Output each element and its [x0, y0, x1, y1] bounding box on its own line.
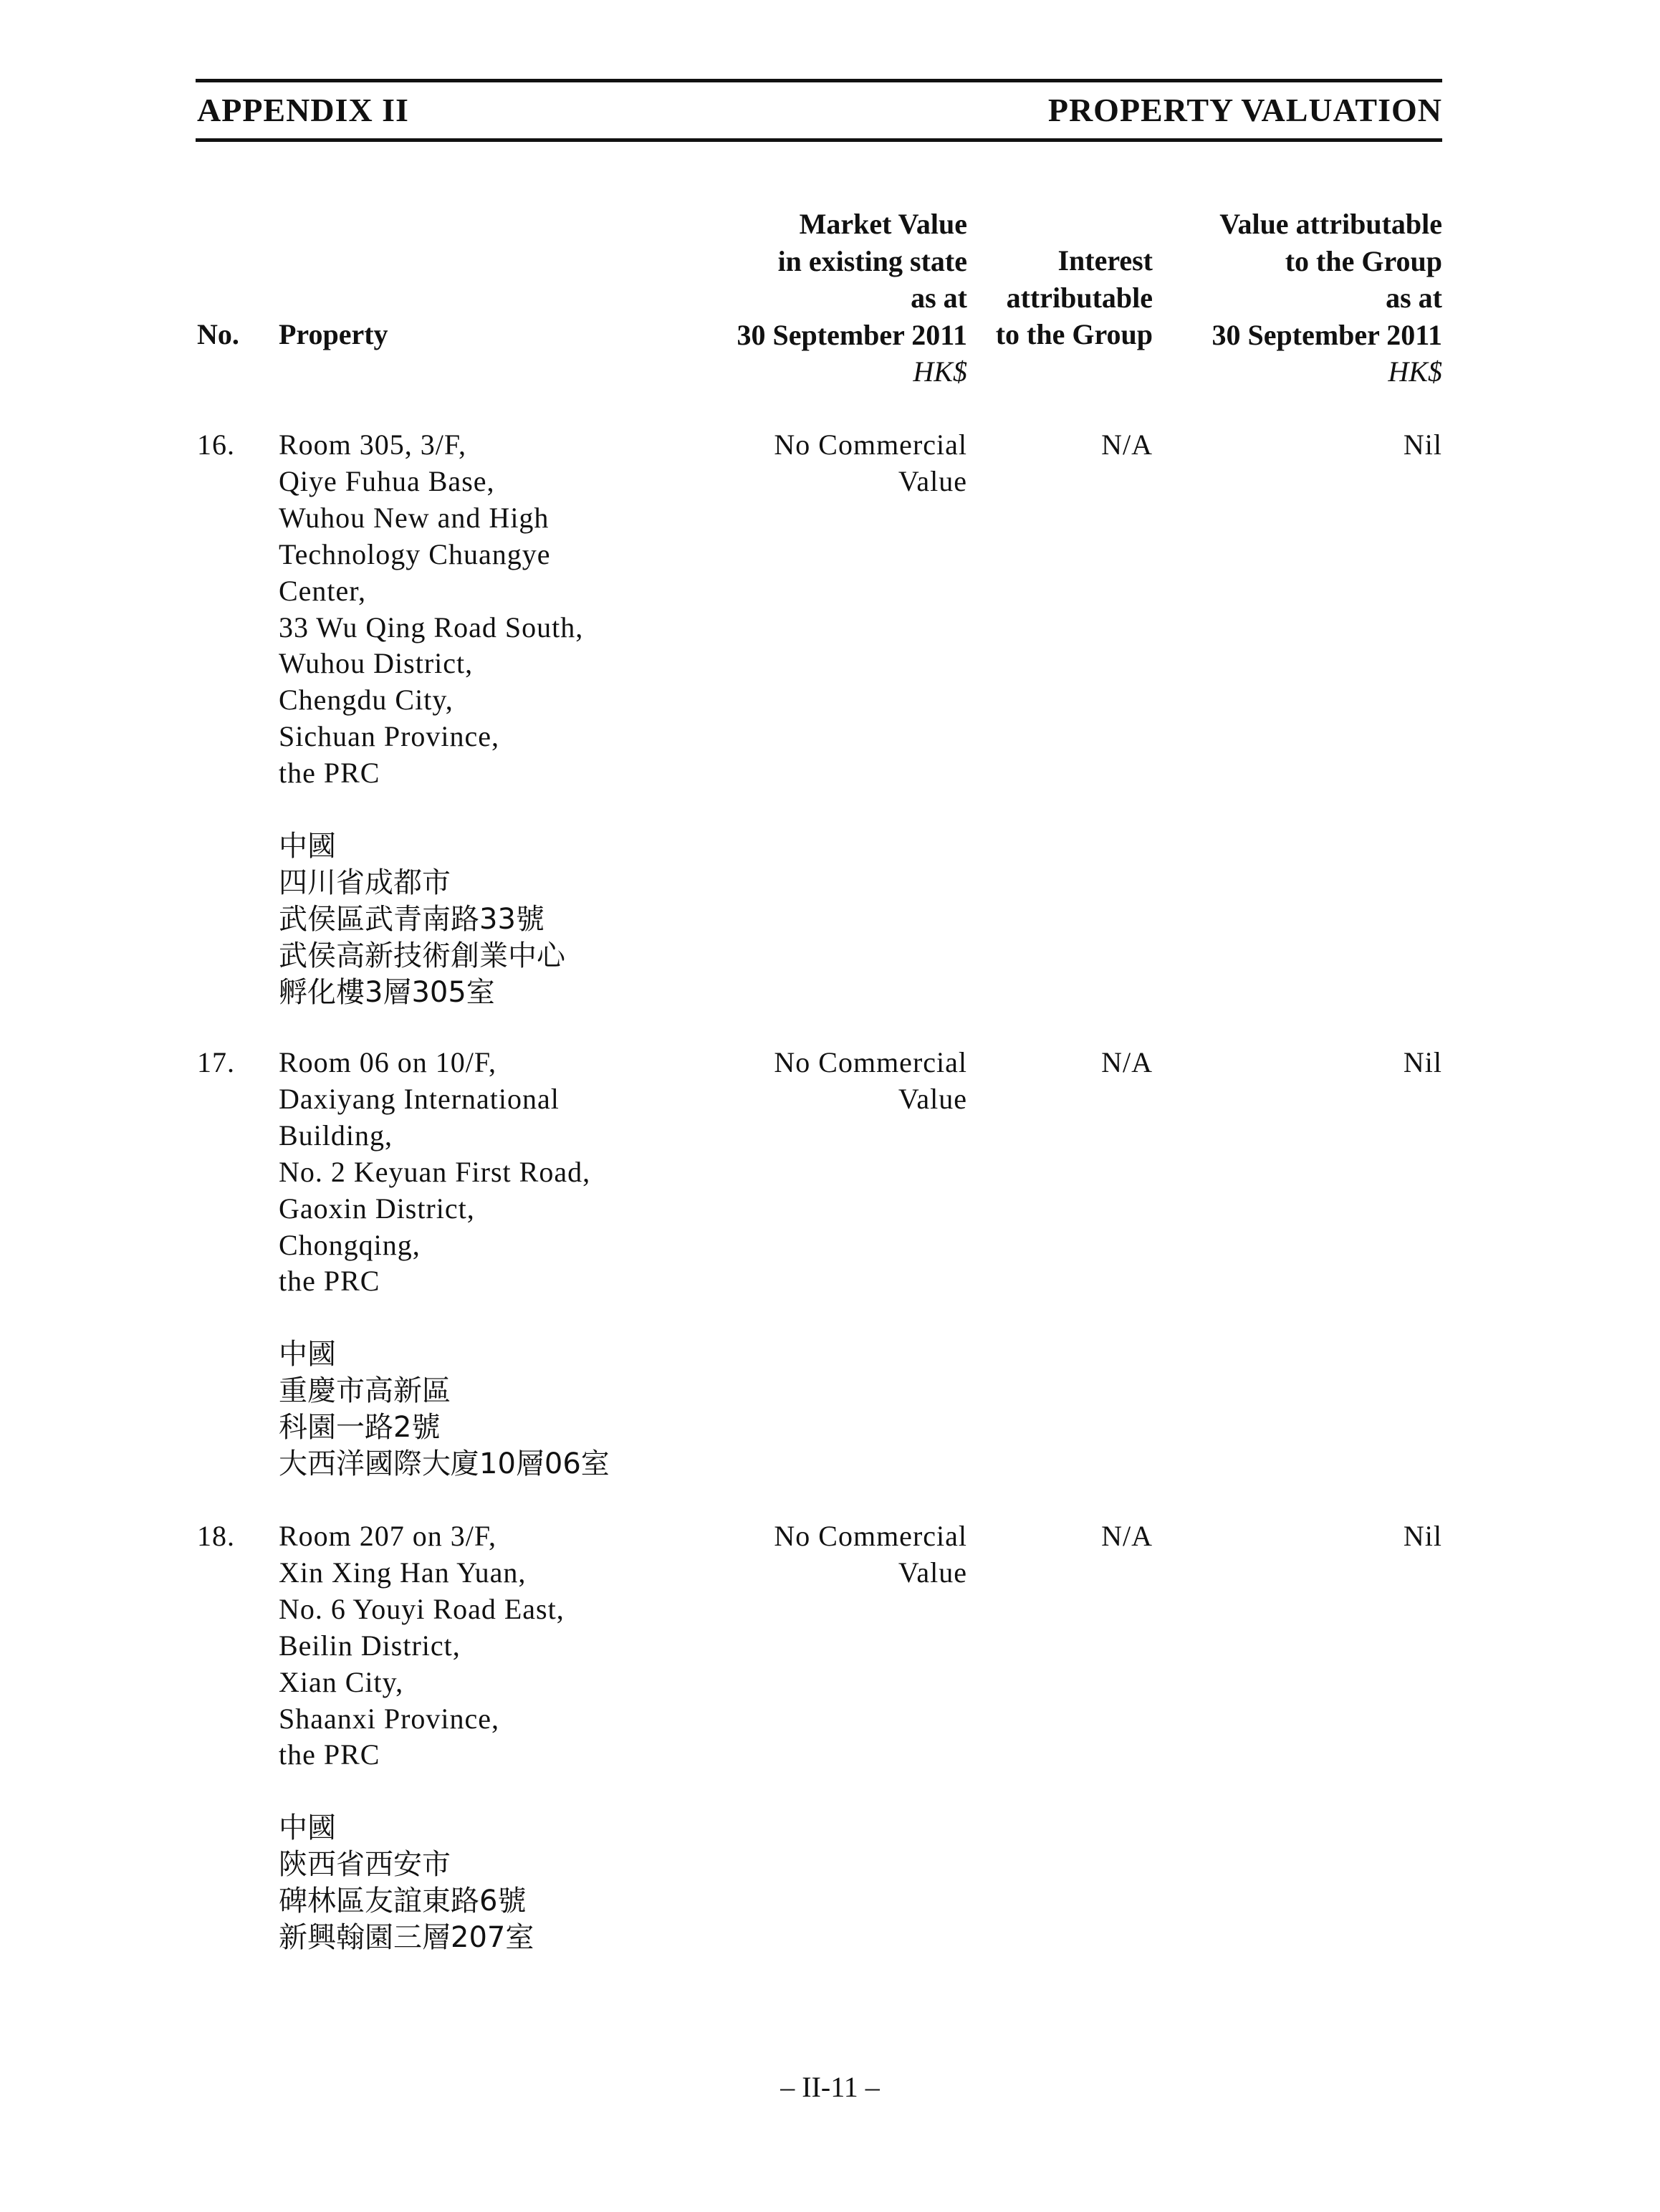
- value-attributable: Nil: [1403, 1520, 1442, 1552]
- address-line-en: Center,: [279, 574, 367, 607]
- address-line-en: Room 06 on 10/F,: [279, 1046, 496, 1078]
- chinese-address: [279, 1810, 565, 1956]
- property-address: [279, 1045, 610, 1483]
- column-header-no: No.: [197, 318, 239, 350]
- property-address: [279, 427, 583, 1010]
- market-value-header-line: in existing state: [777, 244, 967, 277]
- value-attributable: Nil: [1403, 1046, 1442, 1078]
- market-value: [774, 427, 967, 500]
- value-attributable-header-line: Value attributable: [1219, 208, 1442, 240]
- address-line-cn: 大西洋國際大廈10層06室: [279, 1447, 610, 1480]
- market-value-line: Value: [898, 464, 967, 497]
- value-attributable-header-line: 30 September 2011: [1212, 318, 1442, 351]
- address-line-en: No. 6 Youyi Road East,: [279, 1592, 565, 1625]
- address-line-en: Wuhou New and High: [279, 501, 550, 534]
- market-value-line: No Commercial: [774, 1046, 967, 1078]
- header-bottom-rule: [196, 138, 1442, 142]
- section-title: PROPERTY VALUATION: [1047, 92, 1442, 128]
- address-line-en: Wuhou District,: [279, 647, 474, 680]
- address-line-en: Beilin District,: [279, 1629, 461, 1662]
- address-line-en: 33 Wu Qing Road South,: [279, 611, 584, 643]
- address-line-cn: 孵化樓3層305室: [279, 975, 495, 1009]
- value-attributable-unit: HK$: [1388, 355, 1442, 388]
- interest-header-line: Interest: [1057, 244, 1153, 277]
- market-value-unit: HK$: [913, 355, 967, 388]
- address-line-en: Room 305, 3/F,: [279, 428, 466, 461]
- address-line-cn: 科園一路2號: [279, 1411, 441, 1445]
- entry-number: 18.: [197, 1520, 235, 1552]
- market-value-header-line: 30 September 2011: [737, 318, 967, 351]
- address-line-en: Qiye Fuhua Base,: [279, 464, 495, 497]
- address-line-en: Chengdu City,: [279, 684, 454, 717]
- address-line-en: the PRC: [279, 1265, 380, 1298]
- chinese-address: [279, 1336, 610, 1483]
- address-line-cn: 四川省成都市: [279, 866, 451, 899]
- interest-attributable: N/A: [1101, 1046, 1153, 1078]
- address-line-en: Gaoxin District,: [279, 1192, 475, 1225]
- market-value-header-line: Market Value: [799, 208, 967, 240]
- interest-header-line: to the Group: [995, 318, 1153, 350]
- column-header-value-attributable: [1212, 206, 1442, 391]
- market-value-header-line: as at: [911, 282, 967, 314]
- value-attributable: Nil: [1403, 428, 1442, 461]
- chinese-address: [279, 828, 583, 1011]
- market-value-line: Value: [898, 1556, 967, 1589]
- column-header-market-value: [737, 206, 967, 391]
- address-line-cn: 中國: [279, 1338, 336, 1371]
- interest-attributable: N/A: [1101, 428, 1153, 461]
- page-number: – II-11 –: [780, 2071, 880, 2103]
- interest-attributable: N/A: [1101, 1520, 1153, 1552]
- market-value-line: No Commercial: [774, 428, 967, 461]
- address-line-cn: 中國: [279, 829, 336, 863]
- address-line-cn: 陝西省西安市: [279, 1848, 451, 1882]
- address-line-en: Chongqing,: [279, 1228, 421, 1261]
- address-line-en: the PRC: [279, 757, 380, 790]
- interest-header-line: attributable: [1006, 281, 1153, 314]
- entry-number: 16.: [197, 428, 235, 461]
- address-line-en: Xian City,: [279, 1665, 404, 1698]
- address-line-en: Room 207 on 3/F,: [279, 1520, 496, 1552]
- address-line-cn: 重慶市高新區: [279, 1374, 451, 1408]
- header-top-rule: [196, 79, 1442, 82]
- value-attributable-header-line: to the Group: [1285, 244, 1442, 277]
- address-line-cn: 中國: [279, 1811, 336, 1845]
- address-line-en: Xin Xing Han Yuan,: [279, 1556, 527, 1589]
- address-line-cn: 武侯高新技術創業中心: [279, 939, 565, 972]
- column-header-property: Property: [279, 318, 388, 350]
- appendix-title: APPENDIX II: [197, 92, 409, 128]
- market-value-line: No Commercial: [774, 1520, 967, 1552]
- property-address: [279, 1518, 565, 1956]
- entry-number: 17.: [197, 1046, 235, 1078]
- address-line-en: Shaanxi Province,: [279, 1702, 500, 1735]
- address-line-cn: 新興翰園三層207室: [279, 1920, 534, 1954]
- address-line-en: Daxiyang International: [279, 1082, 560, 1115]
- address-line-en: Building,: [279, 1119, 393, 1152]
- address-line-cn: 武侯區武青南路33號: [279, 902, 544, 936]
- market-value-line: Value: [898, 1082, 967, 1115]
- market-value: [774, 1518, 967, 1591]
- address-line-cn: 碑林區友誼東路6號: [279, 1885, 527, 1918]
- address-line-en: Technology Chuangye: [279, 537, 551, 570]
- address-line-en: the PRC: [279, 1738, 380, 1771]
- address-line-en: No. 2 Keyuan First Road,: [279, 1155, 591, 1188]
- address-line-en: Sichuan Province,: [279, 720, 500, 753]
- value-attributable-header-line: as at: [1386, 282, 1442, 314]
- market-value: [774, 1045, 967, 1118]
- column-header-interest: [996, 242, 1153, 353]
